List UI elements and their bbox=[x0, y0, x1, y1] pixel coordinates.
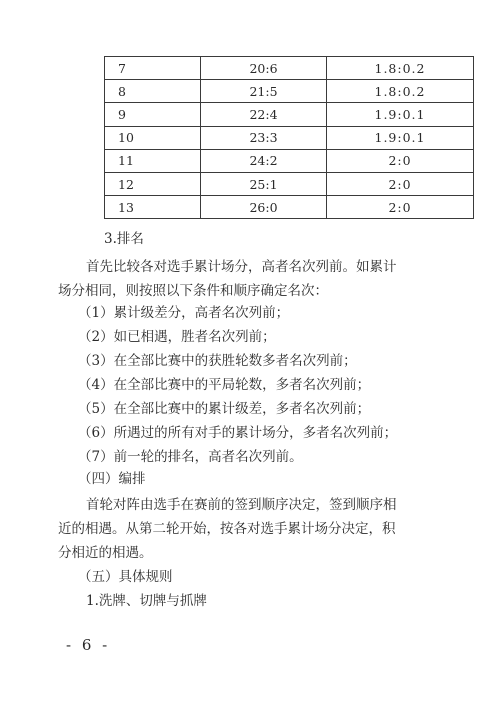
ratio-cell: 1.8:0.2 bbox=[327, 80, 474, 103]
ratio-cell: 2:0 bbox=[327, 149, 474, 172]
list-item: （5）在全部比赛中的累计级差，多者名次列前； bbox=[78, 401, 371, 417]
list-item: （1）累计级差分，高者名次列前； bbox=[78, 305, 290, 321]
round-cell: 7 bbox=[105, 57, 201, 80]
section-heading-ranking: 3.排名 bbox=[104, 231, 144, 247]
ratio-cell: 2:0 bbox=[327, 172, 474, 195]
table-row bbox=[105, 80, 474, 103]
score-cell: 26:0 bbox=[201, 196, 327, 219]
round-cell: 13 bbox=[105, 196, 201, 219]
ratio-cell: 1.9:0.1 bbox=[327, 126, 474, 149]
table-row bbox=[105, 126, 474, 149]
list-item: （4）在全部比赛中的平局轮数，多者名次列前； bbox=[78, 377, 371, 393]
round-cell: 11 bbox=[105, 149, 201, 172]
score-cell: 25:1 bbox=[201, 172, 327, 195]
subheading-shuffle: 1.洗牌、切牌与抓牌 bbox=[86, 593, 207, 609]
table-row bbox=[105, 149, 474, 172]
list-item: （2）如已相遇，胜者名次列前； bbox=[78, 329, 276, 345]
section-heading-scheduling: （四）编排 bbox=[78, 471, 146, 487]
table-row bbox=[105, 103, 474, 126]
score-cell: 20:6 bbox=[201, 57, 327, 80]
page-number: - 6 - bbox=[66, 636, 111, 654]
round-cell: 12 bbox=[105, 172, 201, 195]
paragraph-line: 分相近的相遇。 bbox=[58, 545, 153, 561]
round-cell: 10 bbox=[105, 126, 201, 149]
score-conversion-table bbox=[104, 56, 474, 219]
paragraph-line: 近的相遇。从第二轮开始，按各对选手累计场分决定，积 bbox=[58, 521, 396, 537]
table-row bbox=[105, 57, 474, 80]
list-item: （6）所遇过的所有对手的累计场分，多者名次列前； bbox=[78, 425, 398, 441]
score-cell: 22:4 bbox=[201, 103, 327, 126]
list-item: （7）前一轮的排名，高者名次列前。 bbox=[78, 449, 303, 465]
score-cell: 21:5 bbox=[201, 80, 327, 103]
ratio-cell: 2:0 bbox=[327, 196, 474, 219]
ratio-cell: 1.9:0.1 bbox=[327, 103, 474, 126]
table-row bbox=[105, 172, 474, 195]
paragraph-line: 首轮对阵由选手在赛前的签到顺序决定，签到顺序相 bbox=[86, 497, 397, 513]
ratio-cell: 1.8:0.2 bbox=[327, 57, 474, 80]
round-cell: 9 bbox=[105, 103, 201, 126]
list-item: （3）在全部比赛中的获胜轮数多者名次列前； bbox=[78, 353, 357, 369]
paragraph-line: 首先比较各对选手累计场分，高者名次列前。如累计 bbox=[86, 259, 397, 275]
section-heading-rules: （五）具体规则 bbox=[78, 569, 173, 585]
round-cell: 8 bbox=[105, 80, 201, 103]
table-row bbox=[105, 196, 474, 219]
score-cell: 23:3 bbox=[201, 126, 327, 149]
paragraph-line: 场分相同，则按照以下条件和顺序确定名次： bbox=[58, 283, 328, 299]
score-cell: 24:2 bbox=[201, 149, 327, 172]
